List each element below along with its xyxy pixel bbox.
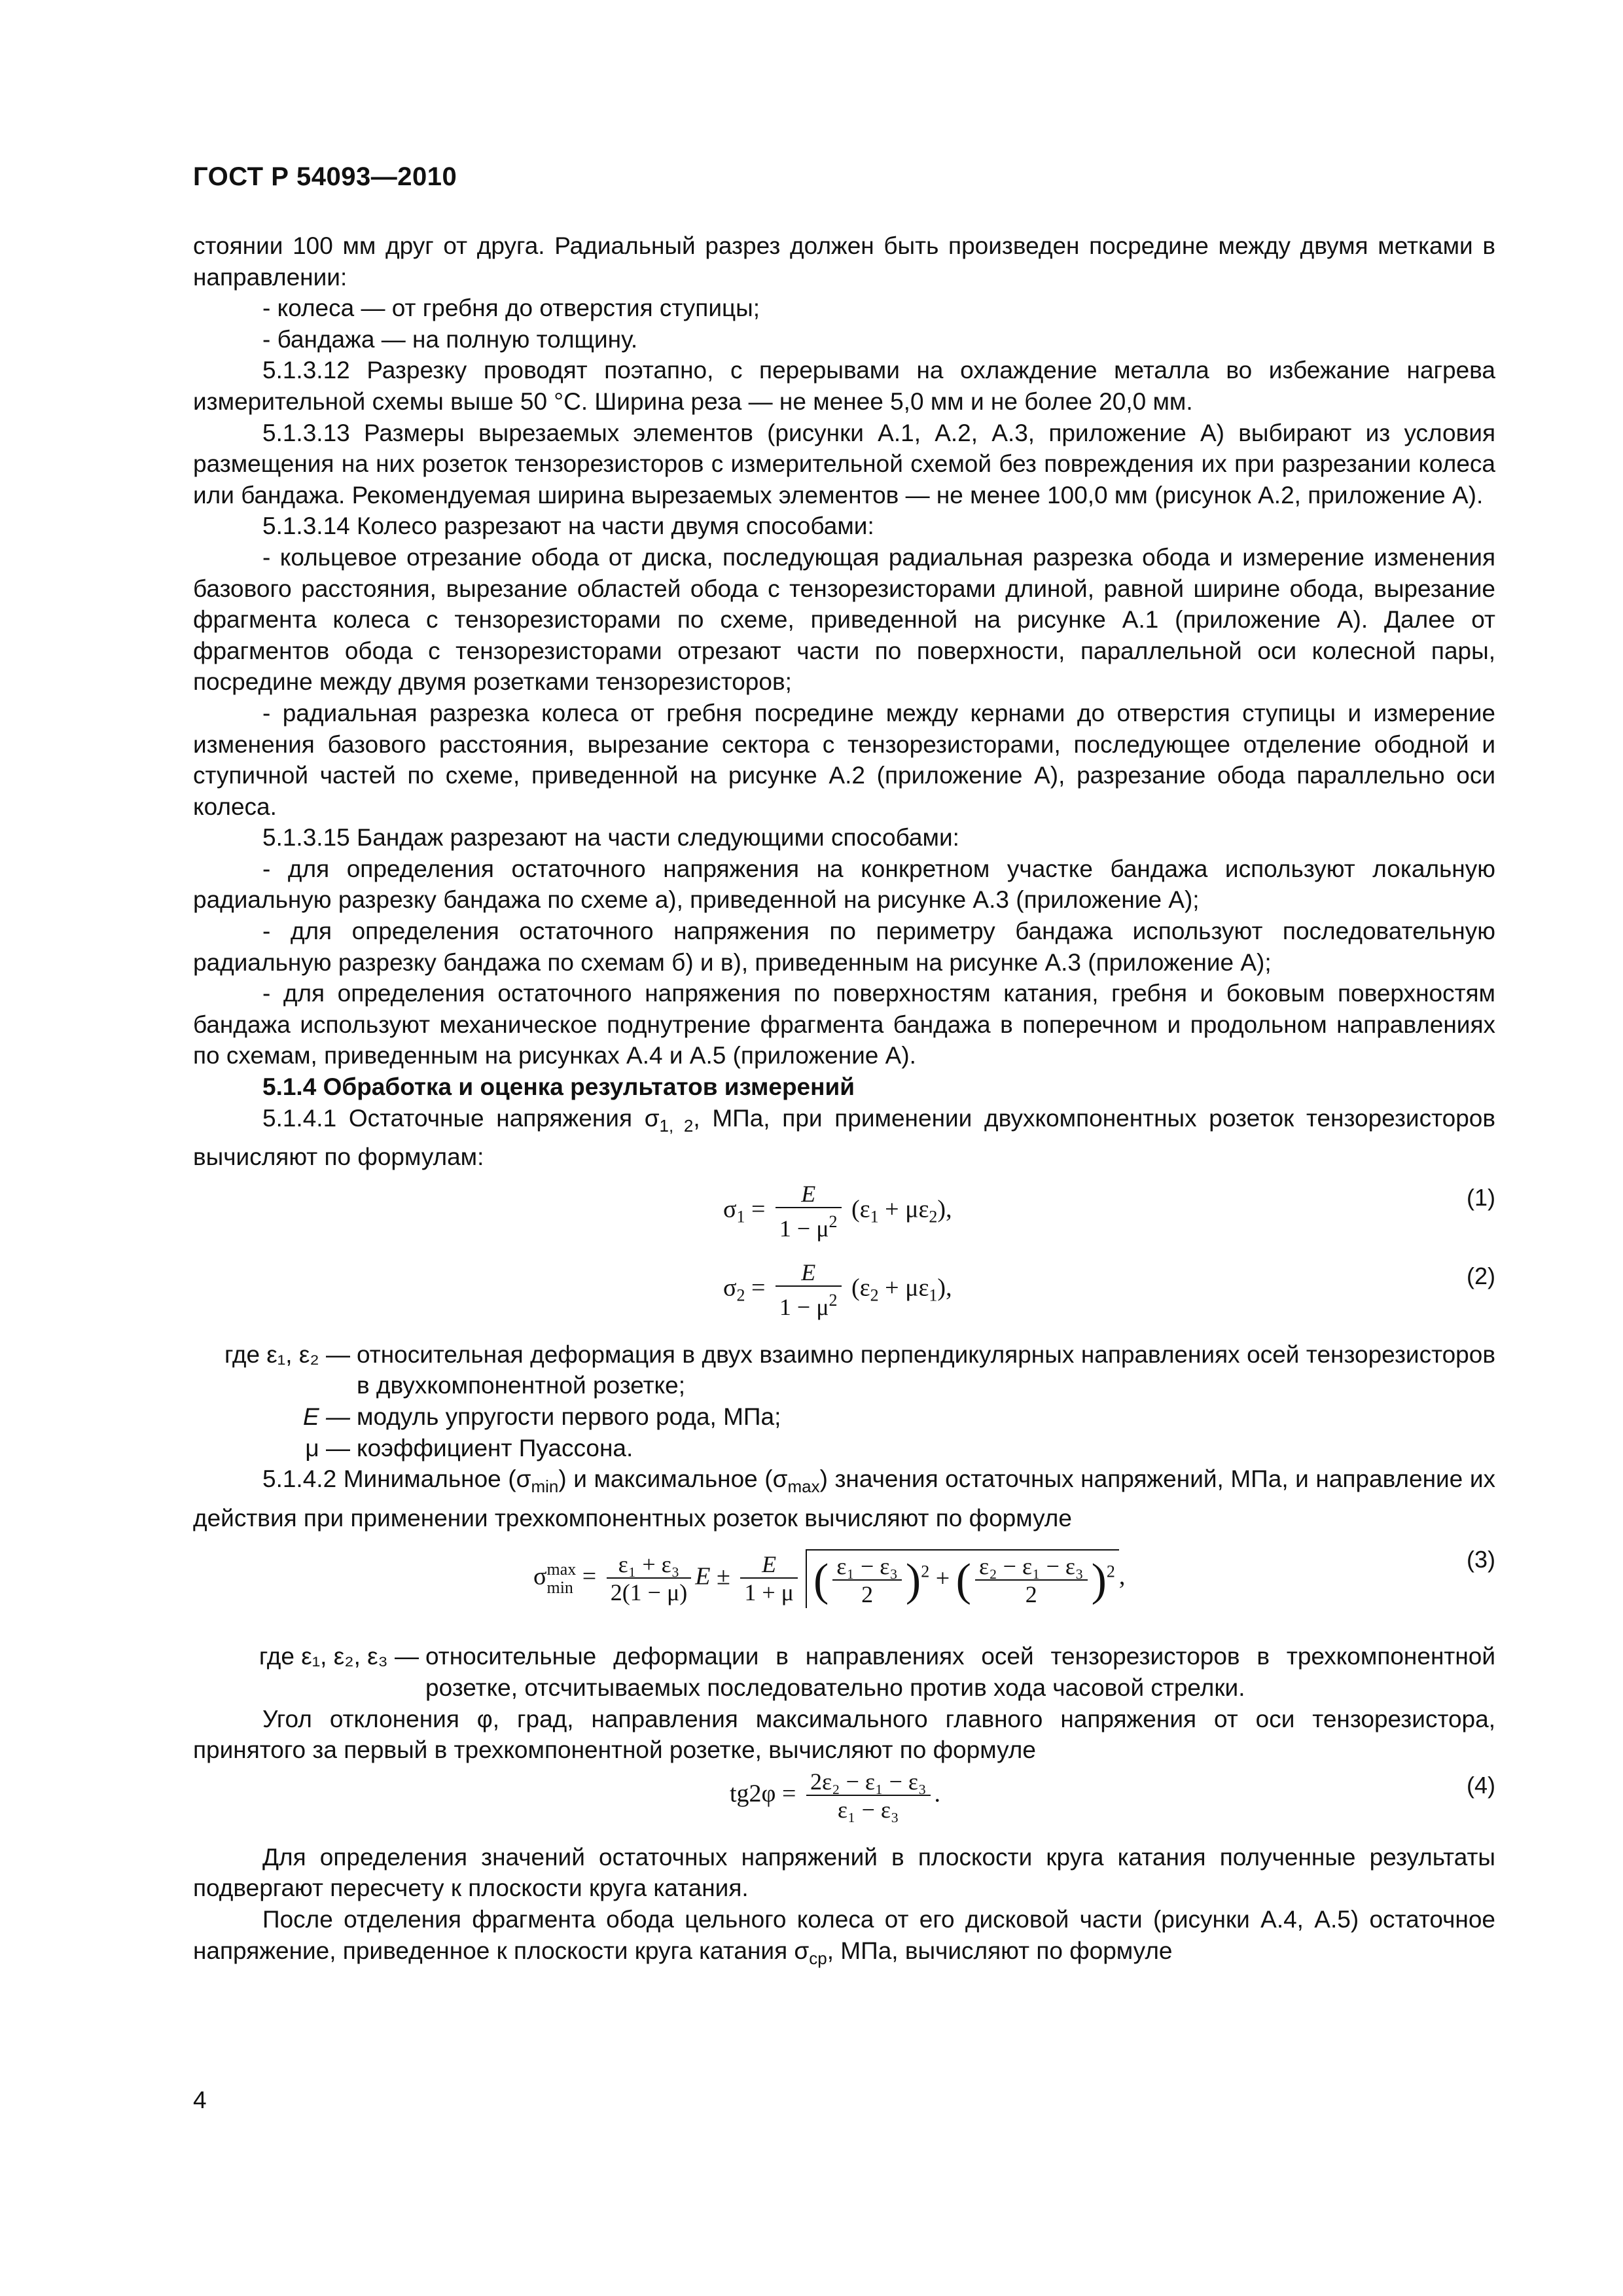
list-item: - бандажа — на полную толщину.: [262, 325, 638, 353]
list-item: - для определения остаточного напряжения по периметру бандажа используют последовательную радиальную разрезку бандажа по схемам б) и в), приведенным на рисунке А.3 (приложение А);: [193, 918, 1495, 976]
paragraph: Угол отклонения φ, град, направления максимального главного напряжения от оси тензорезистора, принятого за первый в трехкомпонентной розетке, вычисляют по формуле: [193, 1705, 1495, 1764]
paragraph: 5.1.4.1 Остаточные напряжения $\sigma_{1, 2}$, МПа, при применении двухкомпонентных розеток тензорезисторов вычисляют по формулам:: [193, 1104, 1496, 1171]
fraction: $\frac{E}{1 - \mu^2}$: [776, 1259, 842, 1321]
section-heading: 5.1.4 Обработка и оценка результатов измерений: [262, 1073, 855, 1101]
paragraph: стоянии 100 мм друг от друга. Радиальный разрез должен быть произведен посредине между двумя метками в направлении:: [193, 232, 1495, 291]
formula-number: (4): [1467, 1771, 1495, 1799]
document-body: [193, 230, 1495, 1974]
formula-1-expression: $\sigma_1$ = $\frac{E}{1 - \mu^2}$ $(\varepsilon_1 + \mu\varepsilon_2)$,: [723, 1180, 952, 1242]
fraction: $\frac{E}{1 - \mu^2}$: [776, 1181, 842, 1242]
definition-row: где ε₁, ε₂, ε₃ — относительные деформации в направлениях осей тензорезисторов в трехкомпонентной розетке, отсчитываемых последовательно против хода часовой стрелки.: [259, 1643, 1495, 1701]
fraction: $\frac{E}{1 + \mu}$: [740, 1551, 798, 1606]
definition-row: E — модуль упругости первого рода, МПа;: [303, 1403, 781, 1430]
formula-2-expression: $\sigma_2$ = $\frac{E}{1 - \mu^2}$ $(\varepsilon_2 + \mu\varepsilon_1)$,: [723, 1259, 952, 1320]
list-item: - для определения остаточного напряжения по поверхностям катания, гребня и боковым поверхностям бандажа используют механическое поднутрение фрагмента бандажа в поперечном и продольном направлениях по схемам, приведенным на рисунках А.4 и А.5 (приложение А).: [193, 980, 1495, 1069]
formula-3: [193, 1543, 1495, 1641]
definition-row: где ε₁, ε₂ — относительная деформация в двух взаимно перпендикулярных направлениях осей тензорезисторов в двухкомпонентной розетке;: [224, 1340, 1495, 1399]
formula-3-expression: σ max min = $\frac{\text{ε₁ + ε₃}}{2(1 - \mu)}$ E ± $\frac{E}{1 + \mu}$ ( $\frac{\text{ε₁ − ε₃}}{2}$ )$^2$ + ( $\frac{\text{ε₂ − ε₁ − ε₃}}{2}$ )$^2$ ,: [533, 1549, 1125, 1608]
paragraph: После отделения фрагмента обода цельного колеса от его дисковой части (рисунки А.4, А.5) остаточное напряжение, приведенное к плоскости круга катания $\sigma_{ср}$, МПа, вычисляют по формуле: [193, 1905, 1495, 1968]
fraction: $\frac{\text{2ε₂ − ε₁ − ε₃}}{\text{ε₁ − ε₃}}$: [806, 1768, 931, 1823]
list-item: - колеса — от гребня до отверстия ступицы;: [262, 295, 760, 322]
square-root: ( $\frac{\text{ε₁ − ε₃}}{2}$ )$^2$ + ( $\frac{\text{ε₂ − ε₁ − ε₃}}{2}$ )$^2$: [806, 1549, 1119, 1608]
fraction: $\frac{\text{ε₁ + ε₃}}{2(1 - \mu)}$: [607, 1551, 692, 1606]
list-item: - кольцевое отрезание обода от диска, последующая радиальная разрезка обода и измерение изменения базового расстояния, вырезание областей обода с тензорезисторами длиной, равной ширине обода, вырезание фрагмента колеса с тензорезисторами по схеме, приведенной на рисунке А.1 (приложение А). Далее от фрагментов обода с тензорезисторами отрезают части по поверхности, параллельной оси колесной пары, посредине между двумя розетками тензорезисторов;: [193, 543, 1495, 696]
paragraph: 5.1.3.12 Разрезку проводят поэтапно, с перерывами на охлаждение металла во избежание нагрева измерительной схемы выше 50 °С. Ширина реза — не менее 5,0 мм и не более 20,0 мм.: [193, 357, 1495, 415]
list-item: - радиальная разрезка колеса от гребня посредине между кернами до отверстия ступицы и измерение изменения базового расстояния, вырезание сектора с тензорезисторами, последующее отделение ободной и ступичной частей по схеме, приведенной на рисунке А.2 (приложение А), разрезание обода параллельно оси колеса.: [193, 699, 1495, 820]
document-header: ГОСТ Р 54093—2010: [193, 162, 457, 191]
formula-2: [193, 1259, 1495, 1331]
formula-4-expression: tg2φ = $\frac{\text{2ε₂ − ε₁ − ε₃}}{\text{ε₁ − ε₃}}$ .: [730, 1768, 941, 1823]
definitions-list: [193, 1339, 1495, 1463]
paragraph: Для определения значений остаточных напряжений в плоскости круга катания полученные результаты подвергают пересчету к плоскости круга катания.: [193, 1843, 1495, 1902]
paragraph: 5.1.3.15 Бандаж разрезают на части следующими способами:: [262, 824, 959, 852]
definition-row: μ — коэффициент Пуассона.: [305, 1434, 633, 1462]
paragraph: 5.1.3.14 Колесо разрезают на части двумя способами:: [262, 512, 874, 540]
list-item: - для определения остаточного напряжения на конкретном участке бандажа используют локальную радиальную разрезку бандажа по схеме а), приведенной на рисунке А.3 (приложение А);: [193, 855, 1495, 914]
formula-4: [193, 1768, 1495, 1842]
formula-number: (1): [1467, 1183, 1495, 1211]
paragraph: 5.1.4.2 Минимальное $(\sigma_{min})$ и максимальное $(\sigma_{max})$ значения остаточных напряжений, МПа, и направление их действия при применении трехкомпонентных розеток вычисляют по формуле: [193, 1465, 1495, 1532]
formula-1: [193, 1181, 1495, 1253]
paragraph: 5.1.3.13 Размеры вырезаемых элементов (рисунки А.1, А.2, А.3, приложение А) выбирают из условия размещения на них розеток тензорезисторов с измерительной схемой без повреждения их при разрезании колеса или бандажа. Рекомендуемая ширина вырезаемых элементов — не менее 100,0 мм (рисунок А.2, приложение А).: [193, 419, 1495, 509]
page-number: 4: [193, 2087, 207, 2113]
definitions-list: [193, 1641, 1495, 1703]
formula-number: (3): [1467, 1546, 1495, 1573]
formula-number: (2): [1467, 1262, 1495, 1289]
